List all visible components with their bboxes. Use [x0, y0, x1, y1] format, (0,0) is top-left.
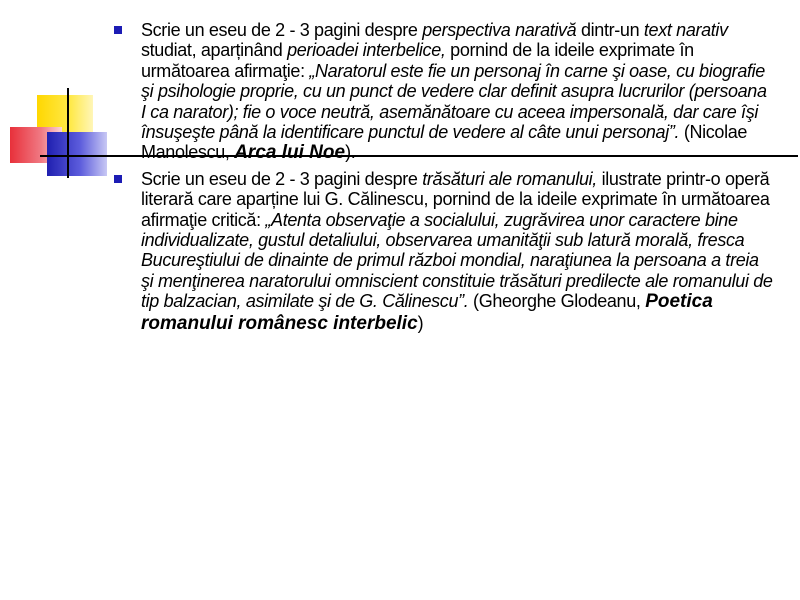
- decor-vertical-line: [67, 88, 69, 178]
- item-author: (Gheorghe Glodeanu,: [468, 291, 646, 312]
- item-author: (Nicolae Manolescu,: [141, 122, 748, 163]
- item-book-title: Poetica romanului românesc interbelic: [141, 291, 713, 334]
- item-italic: perspectiva narativă: [422, 20, 577, 40]
- item-quote: „Naratorul este fie un personaj în carne şi oase, cu biografie şi psihologie proprie, cu un punct de vedere clar definit asupra lucrurilor (persoana I ca narator); fie o voce neutră, asemănătoare cu aceea impersonală, dar care îşi însuşeşte până la identificare punctul de vedere al câte unui personaj”.: [141, 60, 767, 143]
- square-bullet-icon: [114, 26, 122, 34]
- item-text: Scrie un eseu de 2 - 3 pagini despre: [141, 168, 423, 189]
- item-italic: trăsături ale romanului,: [422, 168, 597, 189]
- decor-blue-square: [47, 132, 107, 176]
- list-item: [114, 169, 774, 334]
- item-end: ).: [345, 142, 356, 163]
- item-text: studiat, aparținând: [141, 40, 288, 61]
- item-text: Scrie un eseu de 2 - 3 pagini despre: [141, 20, 423, 40]
- item-quote: „Atenta observaţie a socialului, zugrăvirea unor caractere bine individualizate, gustul detaliului, observarea umanităţii sub latură morală, fresca Bucureştiului de dinainte de primul război mondial, naraţiunea la persoana a treia şi menţinerea naratorului omniscient constituie trăsături predilecte ale romanului de tip balzacian, asimilate şi de G. Călinescu”.: [141, 209, 773, 312]
- slide-content: [114, 20, 774, 339]
- item-text: ilustrate printr-o operă literară care aparține lui G. Călinescu, pornind de la ideile exprimate în următoarea afirmaţie critică:: [141, 168, 770, 230]
- square-bullet-icon: [114, 175, 122, 183]
- item-italic: text narativ: [643, 20, 728, 40]
- item-end: ): [417, 312, 424, 333]
- item-book-title: Arca lui Noe: [234, 142, 346, 164]
- item-italic: perioadei interbelice,: [287, 40, 446, 61]
- list-item: [114, 20, 774, 164]
- item-text: pornind de la ideile exprimate în următoarea afirmaţie:: [141, 40, 694, 81]
- item-text: dintr-un: [576, 20, 644, 40]
